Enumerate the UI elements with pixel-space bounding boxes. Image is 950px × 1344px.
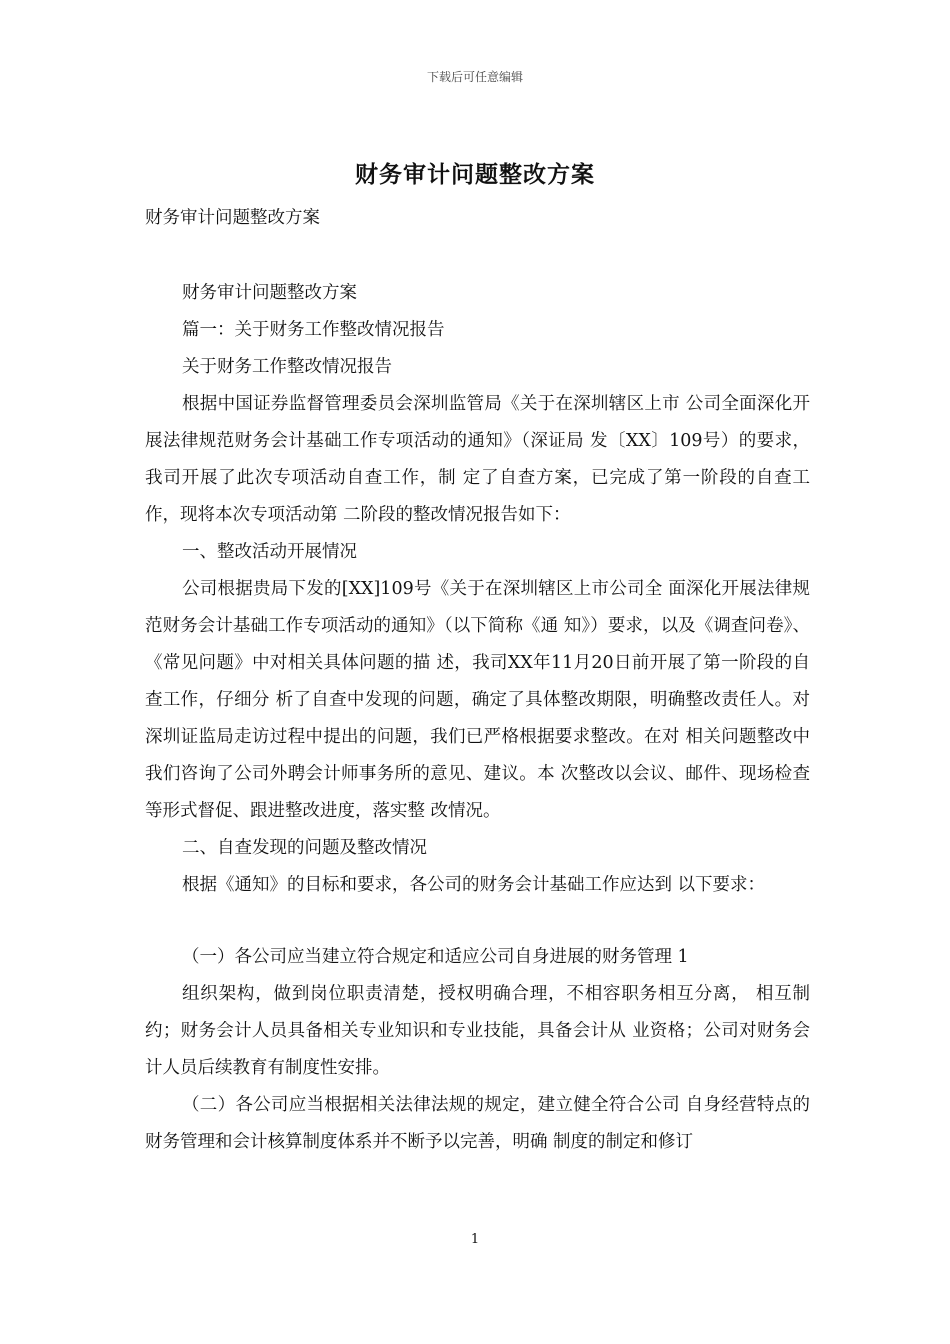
section-heading-2: 二、自查发现的问题及整改情况 — [182, 838, 427, 858]
paragraph-requirement-2: （二）各公司应当根据相关法律法规的规定，建立健全符合公司 自身经营特点的财务管理和会计核算制度体系并不断予以完善，明确 制度的制定和修订 — [145, 1095, 810, 1152]
paragraph-chapter-title: 篇一：关于财务工作整改情况报告 — [182, 320, 445, 340]
page-number: 1 — [470, 1232, 480, 1247]
document-subtitle: 财务审计问题整改方案 — [145, 208, 320, 228]
document-title: 财务审计问题整改方案 — [355, 161, 595, 188]
paragraph-report-title: 关于财务工作整改情况报告 — [182, 357, 392, 377]
document-body — [145, 200, 810, 1161]
paragraph-requirement-1-start: （一）各公司应当建立符合规定和适应公司自身进展的财务管理 1 — [182, 947, 689, 967]
paragraph-requirements-intro: 根据《通知》的目标和要求，各公司的财务会计基础工作应达到 以下要求： — [182, 875, 766, 895]
section-heading-1: 一、整改活动开展情况 — [182, 542, 357, 562]
paragraph-section-1: 公司根据贵局下发的[XX]109号《关于在深圳辖区上市公司全 面深化开展法律规范财务会计基础工作专项活动的通知》（以下简称《通 知》）要求，以及《调查问卷》、《常见问题》中对相关具体问题的描 述，我司XX年11月20日前开展了第一阶段的自查工作，仔细分 析了自查中发现的问题，确定了具体整改期限，明确整改责任人。对 深圳证监局走访过程中提出的问题，我们已严格根据要求整改。在对 相关问题整改中我们咨询了公司外聘会计师事务所的意见、建议。本 次整改以会议、邮件、现场检查等形式督促、跟进整改进度，落实整 改情况。 — [145, 579, 810, 821]
paragraph-intro: 根据中国证券监督管理委员会深圳监管局《关于在深圳辖区上市 公司全面深化开展法律规范财务会计基础工作专项活动的通知》（深证局 发〔XX〕109号）的要求，我司开展了此次专项活动自查工作，制 定了自查方案，已完成了第一阶段的自查工作，现将本次专项活动第 二阶段的整改情况报告如下： — [145, 394, 810, 525]
paragraph-requirement-1-body: 组织架构，做到岗位职责清楚，授权明确合理，不相容职务相互分离， 相互制约；财务会计人员具备相关专业知识和专业技能，具备会计从 业资格；公司对财务会计人员后续教育有制度性安排。 — [145, 984, 810, 1078]
paragraph-heading: 财务审计问题整改方案 — [182, 283, 357, 303]
page-header-note: 下载后可任意编辑 — [426, 70, 523, 84]
